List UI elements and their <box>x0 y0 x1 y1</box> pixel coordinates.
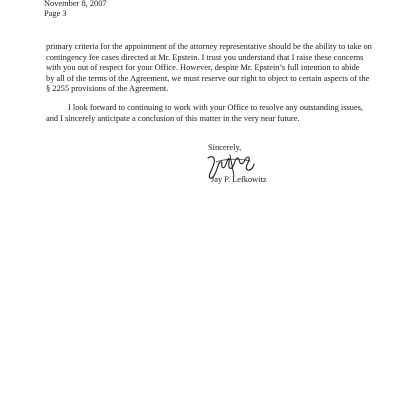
signatory-name: Jay P. Lefkowitz <box>211 175 267 184</box>
closing-salutation: Sincerely, <box>208 143 242 152</box>
body-paragraph-1 <box>46 42 372 95</box>
paragraph-line: with you out of respect for your Office. However, despite Mr. Epstein’s full intention to abide <box>46 63 360 72</box>
paragraph-line: primary criteria for the appointment of the attorney representative should be the ability to take on <box>46 42 372 51</box>
paragraph-line: § 2255 provisions of the Agreement. <box>46 84 169 93</box>
letter-date: November 8, 2007 <box>44 0 107 8</box>
paragraph-line: I look forward to continuing to work with your Office to resolve any outstanding issues, <box>68 103 364 112</box>
body-paragraph-2 <box>46 103 364 124</box>
paragraph-line: by all of the terms of the Agreement, we must reserve our right to object to certain aspects of the <box>46 73 370 83</box>
paragraph-line: and I sincerely anticipate a conclusion of this matter in the very near future. <box>46 113 300 123</box>
page-number: Page 3 <box>44 9 67 18</box>
paragraph-line: contingency fee cases directed at Mr. Epstein. I trust you understand that I raise these concerns <box>46 52 364 62</box>
